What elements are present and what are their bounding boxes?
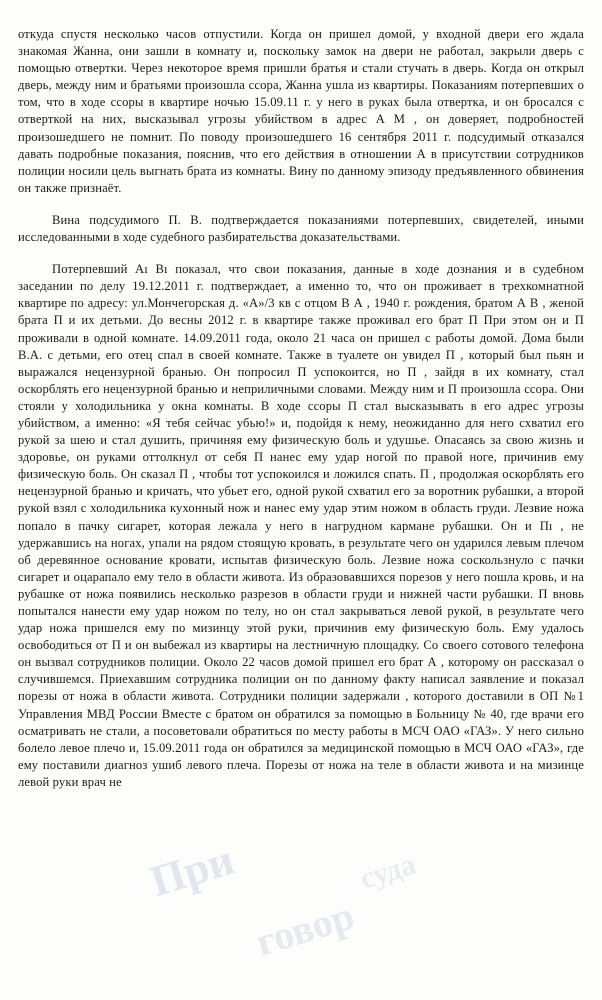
document-text-body (18, 26, 584, 791)
watermark-text-3: суда (356, 847, 420, 896)
paragraph-victim-testimony: Потерпевший Аı Вı показал, что свои показания, данные в ходе дознания и в судебном заседании по делу 19.12.2011 г. подтверждает, а именно то, что он проживает в трехкомнатной квартире по адресу: ул.Мончегорская д. «А»/3 кв с отцом В А , 1940 г. рождения, братом А В , женой брата П и их детьми. До весны 2012 г. в квартире также проживал его брат П При этом он и П проживали в одной комнате. 14.09.2011 года, около 21 часа он пришел с работы домой. Дома были В.А. с детьми, его отец спал в своей комнате. Также в туалете он увидел П , который был пьян и выражался нецензурной бранью. Он попросил П успокоится, но П , зайдя в их комнату, стал оскорблять его нецензурной бранью и неприличными словами. Между ним и П произошла ссора. Они стояли у холодильника у окна комнаты. В ходе ссоры П стал высказывать в его адрес угрозы убийством, а именно: «Я тебя сейчас убью!» и, подойдя к нему, неожиданно для него схватил его рукой за шею и стал душить, причиняя ему физическую боль и удушье. Опасаясь за свою жизнь и здоровье, он руками оттолкнул от себя П нанес ему удар ногой по правой ноге, причинив ему физическую боль. Он сказал П , чтобы тот успокоился и ложился спать. П , продолжая оскорблять его нецензурной бранью и кричать, что убьет его, одной рукой схватил его за воротник рубашки, а второй рукой взял с холодильника кухонный нож и нанес ему удар этим ножом в область груди. Лезвие ножа попало в пачку сигарет, которая лежала у него в нагрудном кармане рубашки. Он и Пı , не удержавшись на ногах, упали на рядом стоящую кровать, в результате чего он ударился левым плечом об деревянное основание кровати, испытав физическую боль. Лезвие ножа соскользнуло с пачки сигарет и оцарапало ему тело в области живота. Из образовавшихся порезов у него пошла кровь, и на рубашке от ножа появились несколько разрезов в области груди и нижней части рубашки. П вновь попытался нанести ему удар ножом по телу, но он стал закрываться левой рукой, в результате чего удар ножа пришелся ему по мизинцу этой руки, причинив ему физическую боль. Ему удалось освободиться от П и он выбежал из квартиры на лестничную площадку. Со своего сотового телефона он вызвал сотрудников полиции. Около 22 часов домой пришел его брат А , которому он рассказал о случившемся. Приехавшим сотрудника полиции он по данному факту написал заявление и показал порезы от ножа в области живота. Сотрудники полиции задержали , которого доставили в ОП №1 Управления МВД России Вместе с братом он обратился за помощью в Больницу № 40, где врачи его осматривать не стали, а посоветовали обратиться по месту работы в МСЧ ОАО «ГАЗ». У него сильно болело левое плечо и, 15.09.2011 года он обратился за медицинской помощью в МСЧ ОАО «ГАЗ», где ему поставили диагноз ушиб левого плеча. Порезы от ножа на теле в области живота и на мизинце левой руки врач не (18, 262, 584, 789)
paragraph-guilt-statement: Вина подсудимого П. В. подтверждается показаниями потерпевших, свидетелей, иными исследованными в ходе судебного разбирательства доказательствами. (18, 212, 584, 245)
watermark-text-1: При (144, 834, 240, 907)
paragraph-continuation: откуда спустя несколько часов отпустили. Когда он пришел домой, у входной двери его ждала знакомая Жанна, они зашли в комнату и, поскольку замок на двери не работал, закрыли дверь с помощью отвертки. Через некоторое время пришли братья и стали стучать в дверь. Когда он открыл дверь, между ним и братьями произошла ссора, Жанна ушла из квартиры. Показаниям потерпевших о том, что в ходе ссоры в квартире ночью 15.09.11 г. у него в руках была отвертка, и он бросался с отверткой на них, высказывал угрозы убийством в адрес А М , он доверяет, подробностей произошедшего не помнит. По поводу произошедшего 16 сентября 2011 г. подсудимый отказался давать подробные показания, пояснив, что его действия в отношении А в присутствии сотрудников полиции носили цель выгнать брата из комнаты. Вину по данному эпизоду предъявленного обвинения он также признаёт. (18, 27, 584, 195)
watermark-text-2: говор (250, 892, 360, 965)
